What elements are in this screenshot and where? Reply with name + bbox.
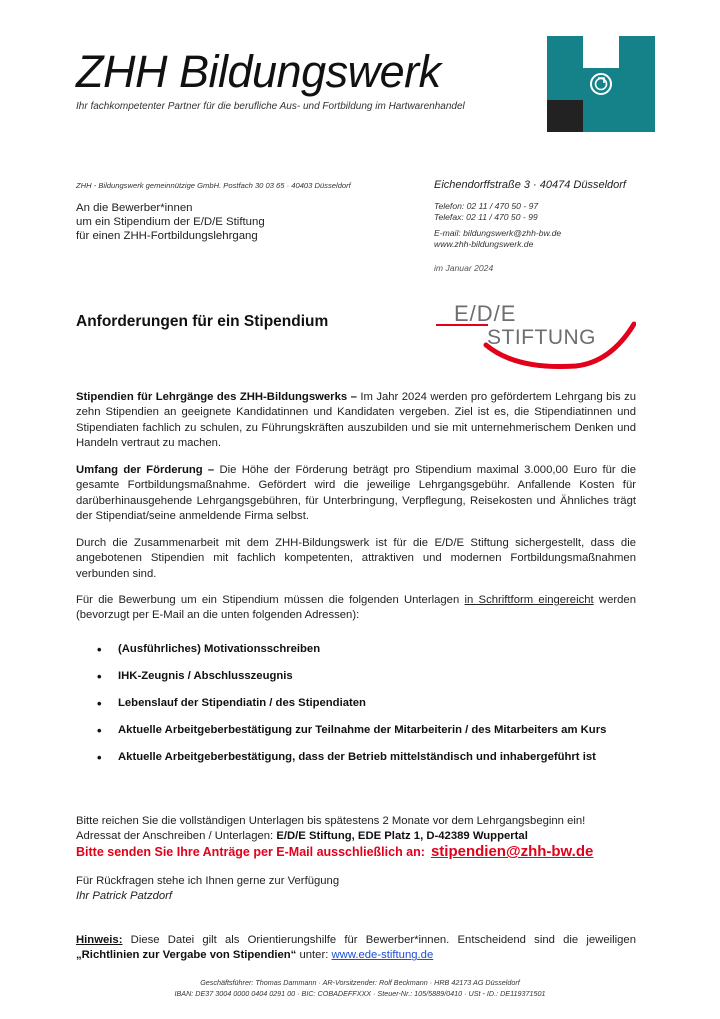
website: www.zhh-bildungswerk.de (434, 239, 534, 249)
paragraph-text: Im Jahr 2024 werden pro gefördertem Lehrgang bis zu zehn Stipendien an geeignete Kandidatinnen und Kandidaten vergeben. Ziel ist es, die Stipendiatinnen und Stipendiaten fachlich zu schulen, zu Führungskräften auszubilden und sie mit unternehmerischem Denken und Handeln vertraut zu machen. (76, 391, 636, 449)
paragraph-stipends (76, 390, 636, 451)
hint-label: Hinweis: (76, 934, 123, 946)
paragraph-application (76, 593, 636, 624)
paragraph-cooperation: Durch die Zusammenarbeit mit dem ZHH-Bildungswerk ist für die E/D/E Stiftung sichergestellt, dass die angebotenen Stipendien mit fachlich kompetenten, attraktiven und modernen Fortbildungsmaßnahmen verbunden sind. (76, 537, 636, 580)
fax: Telefax: 02 11 / 470 50 - 99 (434, 212, 538, 222)
list-item: • IHK-Zeugnis / Abschlusszeugnis (76, 669, 646, 684)
street-address: Eichendorffstraße 3 · 40474 Düsseldorf (434, 179, 626, 191)
list-item: • Aktuelle Arbeitgeberbestätigung, dass der Betrieb mittelständisch und inhabergeführt ist (76, 750, 646, 765)
paragraph-text: Für die Bewerbung um ein Stipendium müssen die folgenden Unterlagen (76, 594, 465, 606)
list-item: • Aktuelle Arbeitgeberbestätigung zur Teilnahme der Mitarbeiterin / des Mitarbeiters am Kurs (76, 723, 646, 738)
signature: Ihr Patrick Patzdorf (76, 890, 173, 902)
list-item: • Lebenslauf der Stipendiatin / des Stipendiaten (76, 696, 646, 711)
addressee-address: E/D/E Stiftung, EDE Platz 1, D-42389 Wuppertal (276, 830, 528, 842)
ede-stiftung-link[interactable]: www.ede-stiftung.de (331, 949, 434, 962)
footer-line: Geschäftsführer: Thomas Dammann · AR-Vorsitzender: Rolf Beckmann · HRB 42173 AG Düsseldorf (200, 978, 520, 987)
paragraph-heading: Umfang der Förderung – (76, 464, 215, 476)
deadline-note: Bitte reichen Sie die vollständigen Unterlagen bis spätestens 2 Monate vor dem Lehrgangsbeginn ein! (76, 815, 586, 827)
addressee-label: Adressat der Anschreiben / Unterlagen: (76, 830, 277, 842)
tagline: Ihr fachkompetenter Partner für die berufliche Aus- und Fortbildung im Hartwarenhandel (76, 101, 465, 112)
email-instruction (76, 843, 593, 860)
recipient-line: An die Bewerber*innen (76, 202, 193, 214)
paragraph-text: Die Höhe der Förderung beträgt pro Stipendium maximal 3.000,00 Euro für die gesamte Fortbildungsmaßnahme. Gefördert wird die jeweilige Lehrgangsgebühr. Anfallende Kosten für darüberhinausgehende Lehrgangsgebühren, für Unterbringung, Verpflegung, Reisekosten und Ähnliches trägt der Stipendiat/seine anmeldende Firma selbst. (76, 464, 636, 522)
paragraph-text: werden (bevorzugt per E-Mail an die unten folgenden Adressen): (76, 594, 636, 622)
ede-stiftung-logo (436, 298, 636, 372)
ede-logo-top: E/D/E (454, 301, 517, 326)
list-item: • (Ausführliches) Motivationsschreiben (76, 642, 646, 657)
document-title: Anforderungen für ein Stipendium (76, 313, 329, 330)
email-instruction-text: Bitte senden Sie Ihre Anträge per E-Mail ausschließlich an: (76, 845, 425, 859)
hint-quote: „Richtlinien zur Vergabe von Stipendien“ (76, 949, 297, 962)
submission-email-link[interactable]: stipendien@zhh-bw.de (430, 843, 594, 860)
paragraph-heading: Stipendien für Lehrgänge des ZHH-Bildungswerks – (76, 391, 357, 403)
refresh-icon (587, 70, 615, 98)
recipient-block (76, 201, 265, 243)
hint-paragraph (76, 933, 636, 964)
date: im Januar 2024 (434, 263, 494, 273)
contact-block (434, 201, 561, 250)
addressee-line (76, 829, 636, 844)
phone: Telefon: 02 11 / 470 50 - 97 (434, 201, 539, 211)
recipient-line: für einen ZHH-Fortbildungslehrgang (76, 230, 258, 242)
underlined-requirement: in Schriftform eingereicht (464, 594, 594, 606)
paragraph-funding (76, 463, 636, 524)
hint-text: unter: (296, 949, 332, 962)
ede-logo-bottom: STIFTUNG (487, 326, 596, 349)
zhh-logo (547, 36, 655, 132)
email: E-mail: bildungswerk@zhh-bw.de (434, 228, 562, 238)
recipient-line: um ein Stipendium der E/D/E Stiftung (76, 216, 265, 228)
required-documents-list (76, 642, 646, 765)
sender-line: ZHH - Bildungswerk gemeinnützige GmbH. Postfach 30 03 65 · 40403 Düsseldorf (76, 181, 351, 190)
footer-line: IBAN: DE37 3004 0000 0404 0291 00 · BIC: COBADEFFXXX · Steuer-Nr.: 105/5889/0410 · USt - ID.: DE119371501 (174, 989, 546, 998)
questions-note: Für Rückfragen stehe ich Ihnen gerne zur Verfügung (76, 875, 340, 887)
hint-text: Diese Datei gilt als Orientierungshilfe für Bewerber*innen. Entscheidend sind die jeweiligen (122, 934, 636, 946)
org-name: ZHH Bildungswerk (76, 46, 441, 97)
